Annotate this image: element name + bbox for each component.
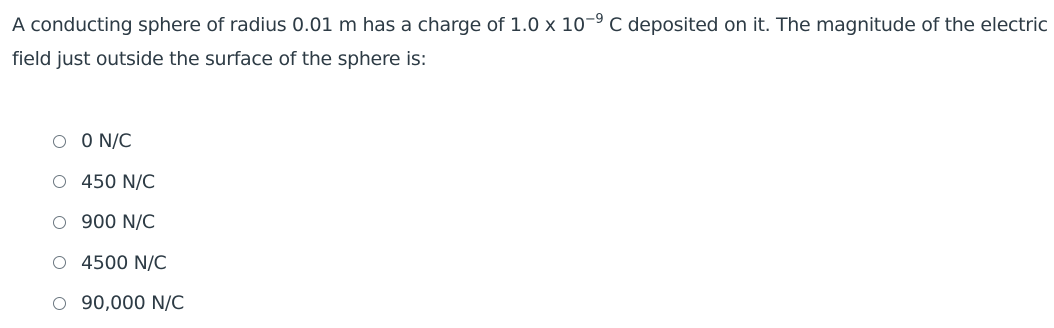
answer-label[interactable]: 4500 N/C xyxy=(81,251,167,274)
radio-button-icon[interactable] xyxy=(53,175,66,188)
question-text xyxy=(12,8,1048,76)
question-exponent: −9 xyxy=(584,12,604,27)
answer-option-1[interactable] xyxy=(53,162,184,203)
answer-option-2[interactable] xyxy=(53,202,184,243)
answer-option-3[interactable] xyxy=(53,243,184,284)
answer-option-0[interactable] xyxy=(53,121,184,162)
answer-label[interactable]: 90,000 N/C xyxy=(81,292,184,315)
question-part1: A conducting sphere of radius 0.01 m has a charge of 1.0 x 10 xyxy=(12,14,585,36)
radio-button-icon[interactable] xyxy=(53,216,66,229)
question-part2: C deposited on it. The magnitude of the electric field just outside the surface of the sphere is: xyxy=(12,14,1048,70)
answer-label[interactable]: 450 N/C xyxy=(81,170,155,193)
answer-options xyxy=(53,121,184,324)
radio-button-icon[interactable] xyxy=(53,256,66,269)
radio-button-icon[interactable] xyxy=(53,135,66,148)
answer-option-4[interactable] xyxy=(53,283,184,324)
radio-button-icon[interactable] xyxy=(53,297,66,310)
answer-label[interactable]: 900 N/C xyxy=(81,211,155,234)
answer-label[interactable]: 0 N/C xyxy=(81,130,132,153)
